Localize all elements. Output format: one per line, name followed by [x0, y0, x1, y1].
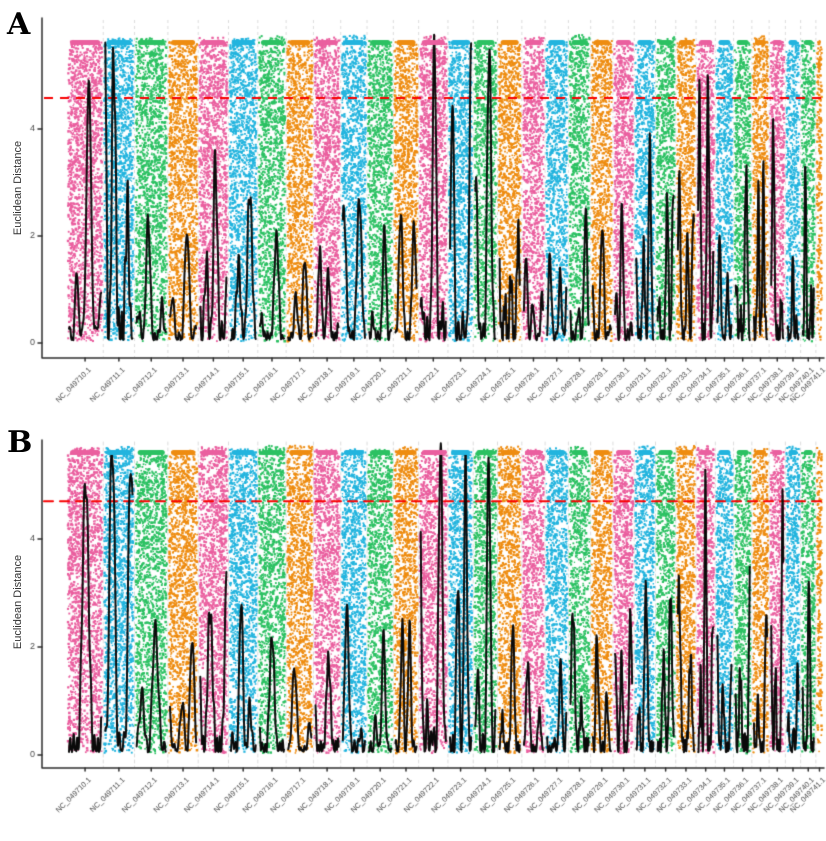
panel-a-y-axis-label: Euclidean Distance: [12, 140, 24, 236]
panel-a-letter: A: [7, 7, 31, 42]
panel-b-y-axis-label: Euclidean Distance: [12, 554, 24, 650]
panel-b-letter: B: [7, 425, 33, 460]
